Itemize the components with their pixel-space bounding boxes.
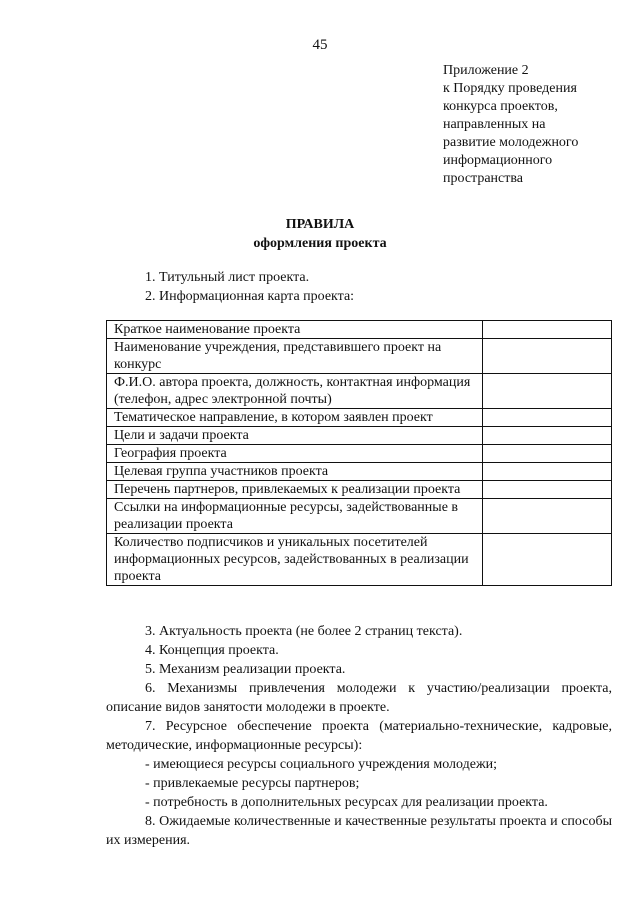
table-cell-value [483, 374, 612, 409]
table-cell-label: Перечень партнеров, привлекаемых к реализации проекта [107, 481, 483, 499]
list-item: 5. Механизм реализации проекта. [145, 662, 346, 677]
table-row [107, 445, 612, 463]
rules-list [106, 622, 612, 850]
table-cell-value [483, 339, 612, 374]
title-line-2: оформления проекта [253, 236, 387, 251]
appendix-line: информационного [443, 153, 553, 168]
appendix-line: Приложение 2 [443, 63, 529, 78]
table-cell-label: Ссылки на информационные ресурсы, задействованные в реализации проекта [107, 499, 483, 534]
list-item: 7. Ресурсное обеспечение проекта (материально-технические, кадровые, методические, информационные ресурсы): [106, 719, 612, 753]
table-cell-value [483, 321, 612, 339]
table-cell-label: Количество подписчиков и уникальных посетителей информационных ресурсов, задействованных в реализации проекта [107, 534, 483, 586]
table-row [107, 409, 612, 427]
list-subitem: - привлекаемые ресурсы партнеров; [145, 776, 360, 791]
table-cell-label: Целевая группа участников проекта [107, 463, 483, 481]
list-item: 4. Концепция проекта. [145, 643, 279, 658]
appendix-line: пространства [443, 171, 524, 186]
table-cell-value [483, 463, 612, 481]
list-item: 1. Титульный лист проекта. [145, 270, 310, 285]
list-item: 6. Механизмы привлечения молодежи к участию/реализации проекта, описание видов занятости молодежи в проекте. [106, 681, 612, 715]
project-info-card-table [106, 320, 612, 586]
appendix-line: конкурса проектов, [443, 99, 558, 114]
list-subitem: - имеющиеся ресурсы социального учреждения молодежи; [145, 757, 498, 772]
table-row [107, 427, 612, 445]
appendix-reference [443, 62, 623, 188]
table-cell-value [483, 499, 612, 534]
appendix-line: развитие молодежного [443, 135, 579, 150]
table-cell-value [483, 427, 612, 445]
list-item: 8. Ожидаемые количественные и качественные результаты проекта и способы их измерения. [106, 814, 612, 848]
table-cell-label: Тематическое направление, в котором заявлен проект [107, 409, 483, 427]
table-cell-label: Краткое наименование проекта [107, 321, 483, 339]
table-row [107, 499, 612, 534]
table-row [107, 339, 612, 374]
page-number: 45 [312, 37, 328, 53]
document-title [0, 215, 640, 253]
intro-list [145, 268, 354, 306]
table-row [107, 463, 612, 481]
table-row [107, 481, 612, 499]
list-subitem: - потребность в дополнительных ресурсах для реализации проекта. [145, 795, 548, 810]
table-cell-value [483, 445, 612, 463]
table-cell-value [483, 534, 612, 586]
table-cell-value [483, 409, 612, 427]
appendix-line: к Порядку проведения [443, 81, 577, 96]
table-row [107, 374, 612, 409]
table-cell-value [483, 481, 612, 499]
table-row [107, 534, 612, 586]
table-row [107, 321, 612, 339]
list-item: 3. Актуальность проекта (не более 2 страниц текста). [145, 624, 463, 639]
appendix-line: направленных на [443, 117, 546, 132]
table-cell-label: Ф.И.О. автора проекта, должность, контактная информация (телефон, адрес электронной почты) [107, 374, 483, 409]
table-cell-label: Наименование учреждения, представившего проект на конкурс [107, 339, 483, 374]
list-item: 2. Информационная карта проекта: [145, 289, 355, 304]
table-cell-label: Цели и задачи проекта [107, 427, 483, 445]
table-cell-label: География проекта [107, 445, 483, 463]
title-line-1: ПРАВИЛА [285, 217, 355, 232]
